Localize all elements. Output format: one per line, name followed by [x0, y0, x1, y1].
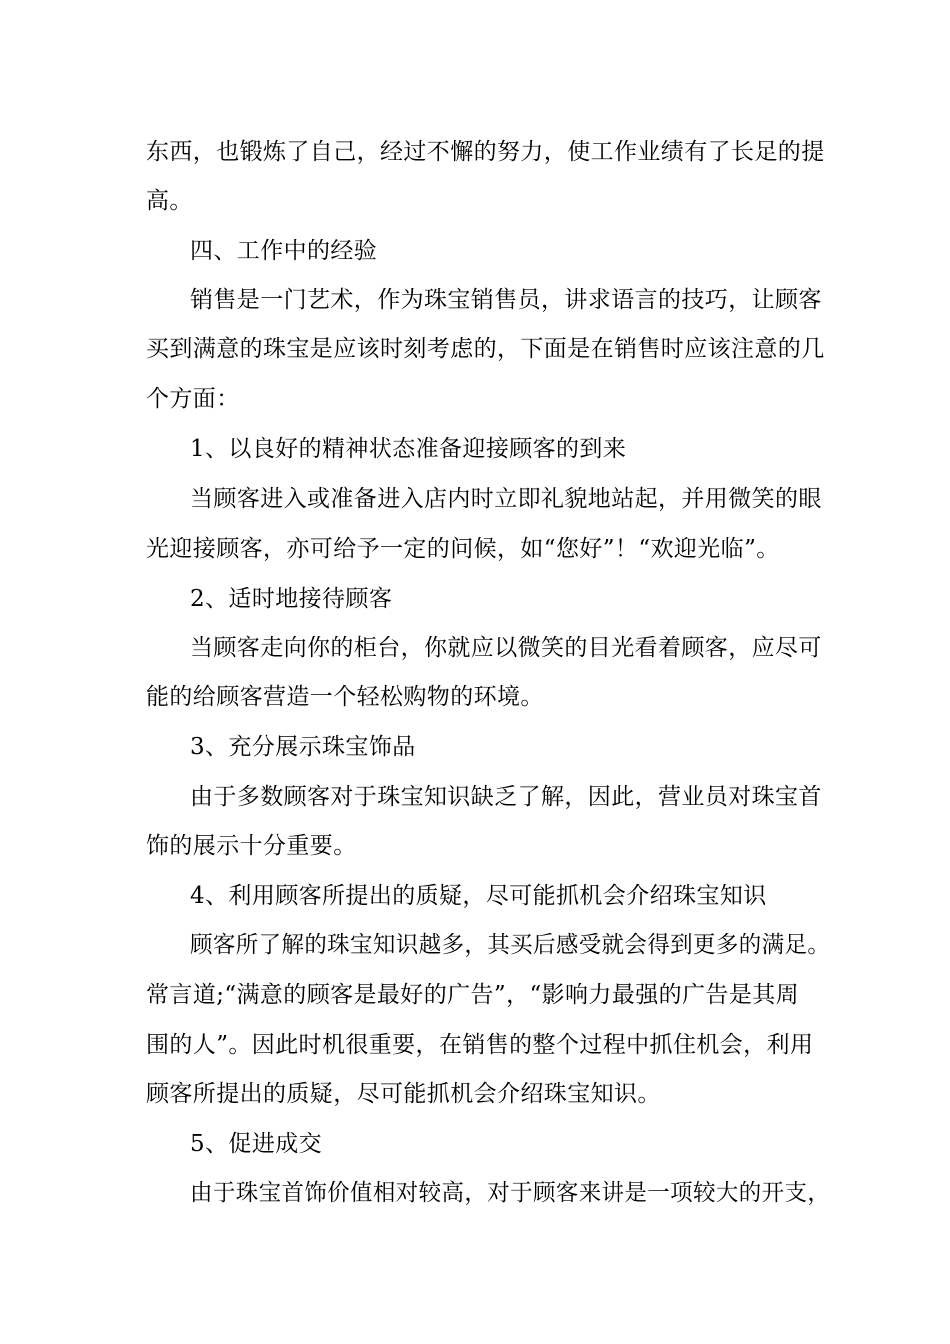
subsection-heading: 3、充分展示珠宝饰品 — [190, 734, 416, 760]
paragraph-line: 由于珠宝首饰价值相对较高，对于顾客来讲是一项较大的开支， — [190, 1180, 831, 1206]
subsection-heading: 2、适时地接待顾客 — [190, 586, 393, 612]
paragraph-line: 买到满意的珠宝是应该时刻考虑的，下面是在销售时应该注意的几 — [146, 336, 825, 362]
paragraph-line: 个方面： — [146, 386, 240, 412]
paragraph-line: 由于多数顾客对于珠宝知识缺乏了解，因此，营业员对珠宝首 — [190, 784, 822, 810]
paragraph-line: 销售是一门艺术，作为珠宝销售员，讲求语言的技巧，让顾客 — [190, 287, 822, 313]
paragraph-line: 东西，也锻炼了自己，经过不懈的努力，使工作业绩有了长足的提 — [146, 139, 825, 165]
paragraph-line: 高。 — [146, 188, 193, 214]
subsection-heading: 4、利用顾客所提出的质疑，尽可能抓机会介绍珠宝知识 — [190, 883, 767, 909]
paragraph-line: 当顾客进入或准备进入店内时立即礼貌地站起，并用微笑的眼 — [190, 486, 822, 512]
section-heading: 四、工作中的经验 — [190, 238, 378, 264]
subsection-heading: 1、以良好的精神状态准备迎接顾客的到来 — [190, 436, 627, 462]
paragraph-line: 当顾客走向你的柜台，你就应以微笑的目光看着顾客，应尽可 — [190, 635, 822, 661]
paragraph-line: 饰的展示十分重要。 — [146, 833, 357, 859]
paragraph-line: 顾客所了解的珠宝知识越多，其买后感受就会得到更多的满足。 — [190, 932, 831, 958]
paragraph-line: 顾客所提出的质疑，尽可能抓机会介绍珠宝知识。 — [146, 1081, 661, 1107]
subsection-heading: 5、促进成交 — [190, 1131, 323, 1157]
paragraph-line: 围的人”。因此时机很重要，在销售的整个过程中抓住机会，利用 — [146, 1032, 814, 1058]
paragraph-line: 能的给顾客营造一个轻松购物的环境。 — [146, 684, 544, 710]
paragraph-line: 光迎接顾客，亦可给予一定的问候，如“您好”！“欢迎光临”。 — [146, 536, 780, 562]
paragraph-line: 常言道;“满意的顾客是最好的广告”，“影响力最强的广告是其周 — [146, 982, 800, 1008]
